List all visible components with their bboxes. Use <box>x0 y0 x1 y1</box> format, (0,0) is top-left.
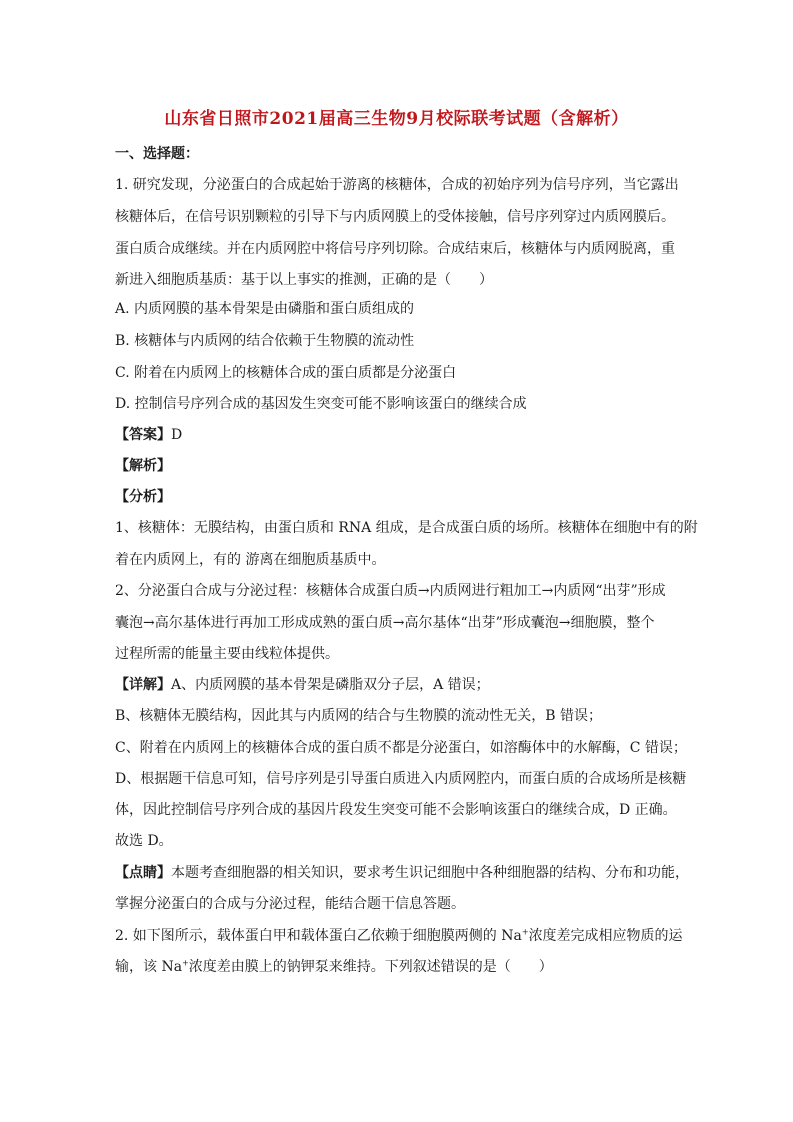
q1-option-c: C. 附着在内质网上的核糖体合成的蛋白质都是分泌蛋白 <box>115 365 457 381</box>
detail-line: 体，因此控制信号序列合成的基因片段发生突变可能不会影响该蛋白的继续合成，D 正确。 <box>115 802 677 818</box>
q2-stem-line <box>115 957 675 977</box>
jiexi-tag: 【解析】 <box>115 458 171 474</box>
detail-line: 故选 D。 <box>115 833 173 849</box>
detail-line: C、附着在内质网上的核糖体合成的蛋白质不都是分泌蛋白，如溶酶体中的水解酶，C 错误； <box>115 740 687 756</box>
fenxi-line: 着在内质网上，有的 游离在细胞质基质中。 <box>115 552 386 568</box>
q1-option-b: B. 核糖体与内质网的结合依赖于生物膜的流动性 <box>115 333 415 349</box>
q2-text: 浓度差由膜上的钠钾泵来维持。下列叙述错误的是（ ） <box>188 959 553 975</box>
fenxi-tag: 【分析】 <box>115 489 171 505</box>
q1-option-d: D. 控制信号序列合成的基因发生突变可能不影响该蛋白的继续合成 <box>115 396 527 412</box>
q1-answer <box>115 425 675 445</box>
q2-stem-line <box>115 926 683 946</box>
dianjing-line: 掌握分泌蛋白的合成与分泌过程，能结合题干信息答题。 <box>115 896 465 912</box>
q1-stem-line: 蛋白质合成继续。并在内质网腔中将信号序列切除。合成结束后，核糖体与内质网脱离，重 <box>115 241 675 257</box>
fenxi-line: 过程所需的能量主要由线粒体提供。 <box>115 646 339 662</box>
superscript-plus: + <box>182 958 189 968</box>
q1-stem-line: 1. 研究发现，分泌蛋白的合成起始于游离的核糖体，合成的初始序列为信号序列，当它露出 <box>115 177 679 193</box>
answer-tag: 【答案】 <box>115 427 171 443</box>
q2-text: 2. 如下图所示，载体蛋白甲和载体蛋白乙依赖于细胞膜两侧的 Na <box>115 928 522 944</box>
detail-line <box>115 675 675 695</box>
detail-line: D、根据题干信息可知，信号序列是引导蛋白质进入内质网腔内，而蛋白质的合成场所是核糖 <box>115 771 687 787</box>
section-heading: 一、选择题： <box>115 146 199 162</box>
dianjing-text: 本题考查细胞器的相关知识，要求考生识记细胞中各种细胞器的结构、分布和功能， <box>171 865 689 881</box>
dianjing-line <box>115 863 689 883</box>
superscript-plus: + <box>521 927 529 937</box>
q1-option-a: A. 内质网膜的基本骨架是由磷脂和蛋白质组成的 <box>115 301 415 317</box>
q1-stem-line: 核糖体后，在信号识别颗粒的引导下与内质网膜上的受体接触，信号序列穿过内质网膜后。 <box>115 209 675 225</box>
q2-text: 浓度差完成相应物质的运 <box>528 928 683 944</box>
dianjing-tag: 【点睛】 <box>115 865 171 881</box>
q1-stem-line: 新进入细胞质基质：基于以上事实的推测，正确的是（ ） <box>115 272 493 288</box>
detail-tag: 【详解】 <box>115 677 171 693</box>
detail-line: B、核糖体无膜结构，因此其与内质网的结合与生物膜的流动性无关，B 错误； <box>115 708 603 724</box>
document-title: 山东省日照市2021届高三生物9月校际联考试题（含解析） <box>164 109 629 129</box>
q2-text: 输，该 Na <box>115 959 183 975</box>
answer-value: D <box>171 427 183 443</box>
fenxi-line: 囊泡→高尔基体进行再加工形成成熟的蛋白质→高尔基体“出芽”形成囊泡→细胞膜，整个 <box>115 615 655 631</box>
fenxi-line: 1、核糖体：无膜结构，由蛋白质和 RNA 组成，是合成蛋白质的场所。核糖体在细胞中有的附 <box>115 520 698 536</box>
detail-text: A、内质网膜的基本骨架是磷脂双分子层，A 错误； <box>171 677 490 693</box>
fenxi-line: 2、分泌蛋白合成与分泌过程：核糖体合成蛋白质→内质网进行粗加工→内质网“出芽”形成 <box>115 583 666 599</box>
